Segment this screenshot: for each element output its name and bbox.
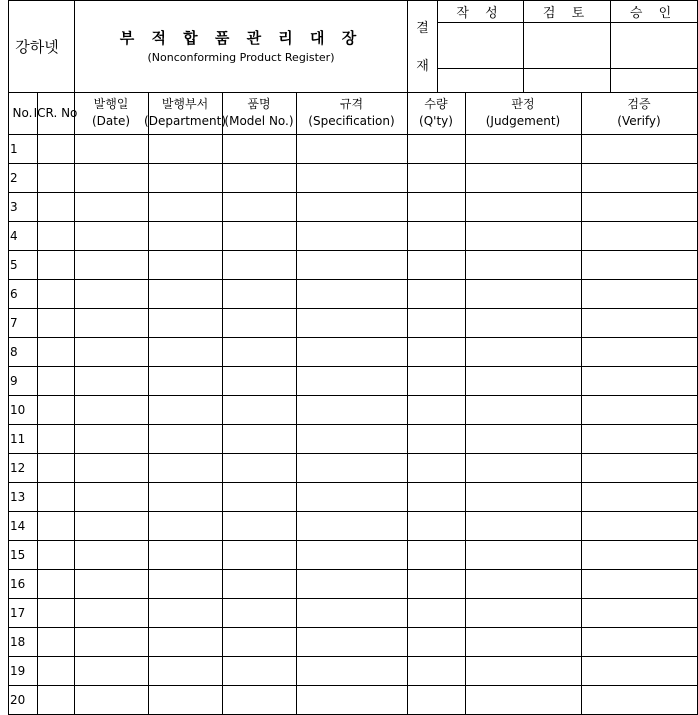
- table-cell[interactable]: [223, 222, 296, 250]
- table-cell[interactable]: [466, 135, 581, 163]
- table-cell[interactable]: [223, 686, 296, 714]
- table-cell[interactable]: [223, 309, 296, 337]
- table-cell[interactable]: [466, 570, 581, 598]
- table-cell[interactable]: [75, 251, 148, 279]
- column-header-korean: 품명: [247, 97, 271, 111]
- column-header: [581, 92, 697, 134]
- page-subtitle: (Nonconforming Product Register): [147, 50, 335, 64]
- row-number: 11: [10, 431, 26, 446]
- row-number: 1: [10, 141, 18, 156]
- table-cell[interactable]: [149, 367, 222, 395]
- table-cell[interactable]: [149, 483, 222, 511]
- row-number: 14: [10, 518, 26, 533]
- table-cell[interactable]: [75, 686, 148, 714]
- table-cell[interactable]: [408, 686, 465, 714]
- table-cell[interactable]: [75, 396, 148, 424]
- table-cell[interactable]: [408, 512, 465, 540]
- table-cell[interactable]: [466, 686, 581, 714]
- table-cell[interactable]: [582, 193, 697, 221]
- table-cell[interactable]: [466, 599, 581, 627]
- table-cell[interactable]: [75, 541, 148, 569]
- table-cell[interactable]: [38, 425, 74, 453]
- table-cell[interactable]: [408, 280, 465, 308]
- table-cell[interactable]: [38, 222, 74, 250]
- table-cell[interactable]: [38, 657, 74, 685]
- table-cell[interactable]: [38, 135, 74, 163]
- company-name: 강하넷: [15, 37, 59, 56]
- table-cell[interactable]: [466, 483, 581, 511]
- table-cell[interactable]: [408, 570, 465, 598]
- table-cell[interactable]: [75, 367, 148, 395]
- table-cell[interactable]: [297, 251, 407, 279]
- table-cell[interactable]: [408, 367, 465, 395]
- row-number: 7: [10, 315, 18, 330]
- table-cell[interactable]: [582, 483, 697, 511]
- table-cell[interactable]: [582, 135, 697, 163]
- table-cell[interactable]: [466, 193, 581, 221]
- table-cell[interactable]: [466, 541, 581, 569]
- table-cell[interactable]: [466, 454, 581, 482]
- column-header-english: (Judgement): [485, 114, 561, 128]
- table-cell[interactable]: [408, 135, 465, 163]
- table-cell[interactable]: [582, 309, 697, 337]
- table-cell[interactable]: [149, 570, 222, 598]
- table-cell[interactable]: [466, 309, 581, 337]
- column-header-korean: 수량: [424, 97, 448, 111]
- table-cell[interactable]: [297, 512, 407, 540]
- column-header: [74, 92, 148, 134]
- table-cell[interactable]: [75, 164, 148, 192]
- table-cell[interactable]: [38, 193, 74, 221]
- table-cell[interactable]: [582, 280, 697, 308]
- table-cell[interactable]: [38, 164, 74, 192]
- table-cell[interactable]: [297, 309, 407, 337]
- table-cell[interactable]: [582, 164, 697, 192]
- table-cell[interactable]: [297, 483, 407, 511]
- table-cell[interactable]: [297, 570, 407, 598]
- column-header-korean: ICR. No: [33, 105, 78, 120]
- table-cell[interactable]: [466, 657, 581, 685]
- table-cell[interactable]: [223, 367, 296, 395]
- table-cell[interactable]: [297, 686, 407, 714]
- table-cell[interactable]: [223, 512, 296, 540]
- row-number: 15: [10, 547, 26, 562]
- column-header: [465, 92, 581, 134]
- table-cell[interactable]: [38, 338, 74, 366]
- column-header: [144, 92, 226, 134]
- approval-label-bottom: 재: [416, 58, 429, 74]
- table-cell[interactable]: [38, 541, 74, 569]
- table-cell[interactable]: [408, 193, 465, 221]
- table-cell[interactable]: [466, 251, 581, 279]
- table-cell[interactable]: [149, 280, 222, 308]
- row-number: 10: [10, 402, 26, 417]
- table-cell[interactable]: [408, 309, 465, 337]
- table-cell[interactable]: [149, 541, 222, 569]
- table-cell[interactable]: [149, 425, 222, 453]
- table-cell[interactable]: [582, 454, 697, 482]
- row-number: 9: [10, 373, 18, 388]
- table-cell[interactable]: [297, 628, 407, 656]
- table-cell[interactable]: [408, 425, 465, 453]
- column-header-english: (Q'ty): [419, 114, 453, 128]
- table-cell[interactable]: [75, 628, 148, 656]
- table-cell[interactable]: [466, 512, 581, 540]
- table-cell[interactable]: [223, 570, 296, 598]
- column-header: [296, 92, 407, 134]
- table-cell[interactable]: [466, 164, 581, 192]
- table-cell[interactable]: [582, 628, 697, 656]
- table-cell[interactable]: [582, 686, 697, 714]
- table-cell[interactable]: [582, 541, 697, 569]
- table-cell[interactable]: [408, 541, 465, 569]
- table-cell[interactable]: [75, 512, 148, 540]
- table-cell[interactable]: [582, 425, 697, 453]
- table-cell[interactable]: [38, 512, 74, 540]
- table-cell[interactable]: [466, 280, 581, 308]
- table-cell[interactable]: [466, 338, 581, 366]
- table-cell[interactable]: [149, 309, 222, 337]
- table-cell[interactable]: [149, 193, 222, 221]
- table-cell[interactable]: [75, 483, 148, 511]
- table-cell[interactable]: [297, 135, 407, 163]
- table-cell[interactable]: [149, 454, 222, 482]
- table-cell[interactable]: [466, 396, 581, 424]
- approval-review-sign-box[interactable]: [524, 23, 609, 68]
- table-cell[interactable]: [223, 135, 296, 163]
- table-cell[interactable]: [408, 251, 465, 279]
- table-cell[interactable]: [223, 251, 296, 279]
- table-cell[interactable]: [149, 599, 222, 627]
- row-number: 16: [10, 576, 26, 591]
- table-cell[interactable]: [38, 280, 74, 308]
- table-cell[interactable]: [582, 251, 697, 279]
- table-cell[interactable]: [582, 512, 697, 540]
- table-cell[interactable]: [408, 222, 465, 250]
- table-cell[interactable]: [223, 425, 296, 453]
- table-cell[interactable]: [75, 599, 148, 627]
- table-cell[interactable]: [223, 193, 296, 221]
- table-cell[interactable]: [297, 454, 407, 482]
- table-cell[interactable]: [75, 193, 148, 221]
- table-cell[interactable]: [408, 599, 465, 627]
- table-cell[interactable]: [223, 396, 296, 424]
- row-number: 8: [10, 344, 18, 359]
- row-number: 4: [10, 228, 18, 243]
- table-cell[interactable]: [297, 222, 407, 250]
- approval-author-sign-box[interactable]: [438, 23, 522, 68]
- table-cell[interactable]: [149, 338, 222, 366]
- table-cell[interactable]: [582, 570, 697, 598]
- table-cell[interactable]: [582, 396, 697, 424]
- table-cell[interactable]: [75, 570, 148, 598]
- table-cell[interactable]: [75, 454, 148, 482]
- table-cell[interactable]: [466, 367, 581, 395]
- table-cell[interactable]: [149, 512, 222, 540]
- table-cell[interactable]: [38, 599, 74, 627]
- table-cell[interactable]: [582, 367, 697, 395]
- table-cell[interactable]: [408, 628, 465, 656]
- table-cell[interactable]: [223, 454, 296, 482]
- table-cell[interactable]: [75, 135, 148, 163]
- table-cell[interactable]: [582, 599, 697, 627]
- table-cell[interactable]: [38, 454, 74, 482]
- table-cell[interactable]: [297, 338, 407, 366]
- table-cell[interactable]: [582, 657, 697, 685]
- table-cell[interactable]: [38, 483, 74, 511]
- table-cell[interactable]: [408, 483, 465, 511]
- table-cell[interactable]: [149, 251, 222, 279]
- table-cell[interactable]: [223, 657, 296, 685]
- table-cell[interactable]: [38, 309, 74, 337]
- table-cell[interactable]: [149, 686, 222, 714]
- column-header-english: (Model No.): [224, 114, 294, 128]
- column-header: [222, 92, 296, 134]
- approval-approve-header: 승 인: [629, 6, 678, 21]
- table-cell[interactable]: [223, 164, 296, 192]
- table-cell[interactable]: [38, 251, 74, 279]
- table-cell[interactable]: [223, 483, 296, 511]
- row-number: 2: [10, 170, 18, 185]
- column-header: [407, 92, 465, 134]
- table-cell[interactable]: [297, 193, 407, 221]
- table-cell[interactable]: [75, 657, 148, 685]
- table-cell[interactable]: [297, 599, 407, 627]
- page-title: 부 적 합 품 관 리 대 장: [119, 28, 363, 47]
- table-cell[interactable]: [223, 541, 296, 569]
- row-number: 13: [10, 489, 26, 504]
- table-cell[interactable]: [297, 396, 407, 424]
- table-cell[interactable]: [75, 425, 148, 453]
- approval-label-top: 결: [416, 20, 429, 36]
- table-cell[interactable]: [582, 338, 697, 366]
- column-header-korean: 규격: [339, 97, 364, 111]
- row-number: 5: [10, 257, 18, 272]
- row-number: 12: [10, 460, 26, 475]
- table-cell[interactable]: [38, 367, 74, 395]
- table-cell[interactable]: [223, 338, 296, 366]
- table-cell[interactable]: [408, 164, 465, 192]
- table-cell[interactable]: [408, 396, 465, 424]
- column-header-english: (Verify): [617, 114, 661, 128]
- table-cell[interactable]: [75, 280, 148, 308]
- approval-approve-sign-box[interactable]: [611, 23, 696, 68]
- table-cell[interactable]: [223, 628, 296, 656]
- table-cell[interactable]: [297, 541, 407, 569]
- table-cell[interactable]: [149, 396, 222, 424]
- table-cell[interactable]: [223, 599, 296, 627]
- column-header-english: (Date): [91, 114, 131, 128]
- approval-author-header: 작 성: [456, 6, 504, 21]
- column-header-korean: 판정: [511, 97, 535, 111]
- table-cell[interactable]: [38, 628, 74, 656]
- table-cell[interactable]: [297, 657, 407, 685]
- table-cell[interactable]: [75, 338, 148, 366]
- table-cell[interactable]: [297, 425, 407, 453]
- table-cell[interactable]: [38, 686, 74, 714]
- row-number: 17: [10, 605, 26, 620]
- row-number: 3: [10, 199, 18, 214]
- column-header-korean: 검증: [627, 97, 651, 111]
- table-cell[interactable]: [149, 628, 222, 656]
- table-cell[interactable]: [297, 280, 407, 308]
- table-cell[interactable]: [408, 338, 465, 366]
- table-cell[interactable]: [466, 628, 581, 656]
- row-number: 19: [10, 663, 26, 678]
- table-cell[interactable]: [466, 425, 581, 453]
- column-header: [33, 92, 78, 134]
- table-cell[interactable]: [38, 396, 74, 424]
- table-cell[interactable]: [75, 309, 148, 337]
- table-cell[interactable]: [408, 454, 465, 482]
- approval-review-header: 검 토: [542, 6, 591, 21]
- column-header-korean: 발행부서: [161, 97, 209, 111]
- column-header-english: (Specification): [308, 114, 395, 128]
- table-cell[interactable]: [297, 164, 407, 192]
- table-cell[interactable]: [582, 222, 697, 250]
- row-number: 20: [10, 692, 26, 707]
- table-cell[interactable]: [75, 222, 148, 250]
- table-cell[interactable]: [149, 657, 222, 685]
- table-cell[interactable]: [297, 367, 407, 395]
- column-header-english: (Department): [144, 114, 226, 128]
- table-cell[interactable]: [408, 657, 465, 685]
- table-cell[interactable]: [149, 164, 222, 192]
- approval-divider: [437, 68, 698, 69]
- row-number: 6: [10, 286, 18, 301]
- row-number: 18: [10, 634, 26, 649]
- table-cell[interactable]: [149, 222, 222, 250]
- table-cell[interactable]: [466, 222, 581, 250]
- table-cell[interactable]: [149, 135, 222, 163]
- table-cell[interactable]: [38, 570, 74, 598]
- table-cell[interactable]: [223, 280, 296, 308]
- column-header-korean: 발행일: [93, 97, 129, 111]
- column-header-korean: No.: [12, 105, 33, 120]
